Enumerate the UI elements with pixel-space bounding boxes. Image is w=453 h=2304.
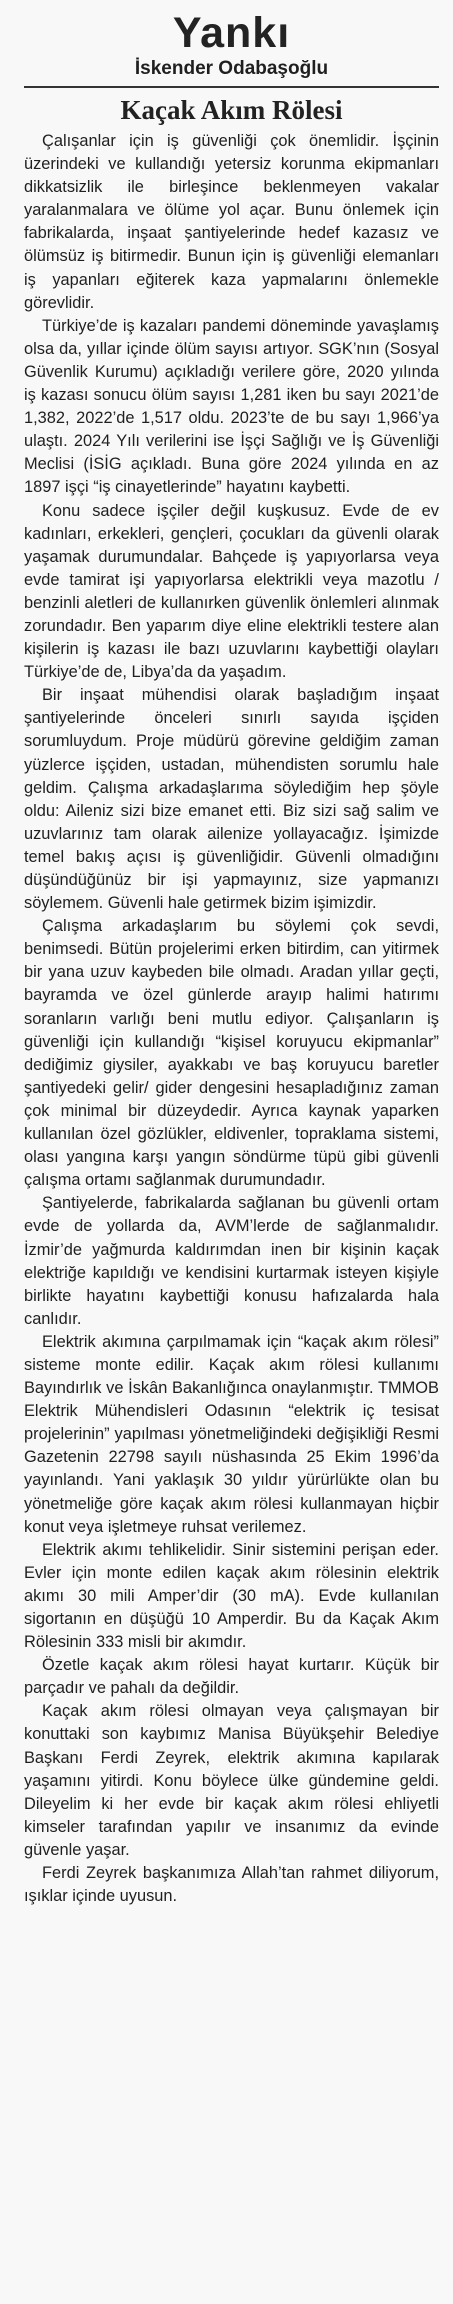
article-paragraph: Özetle kaçak akım rölesi hayat kurtarır. Küçük bir parçadır ve pahalı da değildir.	[24, 1656, 439, 1698]
article-paragraph: Konu sadece işçiler değil kuşkusuz. Evde de ev kadınları, erkekleri, gençleri, çocukları da güvenli olarak yaşamak durumundalar. Bahçede iş yapıyorlarsa veya evde tamirat işi yapıyorlarsa elektrikli veya mazotlu / benzinli aletleri de kullanırken güvenlik önlemleri alınmak zorundadır. Ben yaparım diye eline elektrikli testere alan kişilerin iş kazası ile bazı uzuvlarını kaybettiği olayları Türkiye’de de, Libya’da da yaşadım.	[24, 501, 439, 682]
article-title: Kaçak Akım Rölesi	[120, 95, 343, 125]
article-paragraph: Bir inşaat mühendisi olarak başladığım inşaat şantiyelerinde önceleri sınırlı sayıda işçiden sorumluydum. Proje müdürü görevine geldiğim zaman yüzlerce işçiden, ustadan, mühendisten sorumlu hale geldim. Çalışma arkadaşlarıma söylediğim hep şöyle oldu: Aileniz sizi bize emanet etti. Biz sizi sağ salim ve uzuvlarınız tam olarak ailenize yollayacağız. İşimizde temel bakış açısı iş güvenliğidir. Güvenli olmadığını düşündüğünüz bir işi yapmayınız, size yapmanızı söylemem. Güvenli hale getirmek bizim işimizdir.	[24, 686, 439, 913]
article-paragraph: Çalışma arkadaşlarım bu söylemi çok sevdi, benimsedi. Bütün projelerimi erken bitirdim, can yitirmek bir yana uzuv kaybeden bile olmadı. Aradan yıllar geçti, bayramda ve özel günlerde arayıp halimi hatırımı soranların varlığı beni mutlu ediyor. Çalışanların iş güvenliği için kullandığı “kişisel koruyucu ekipmanlar” dediğimiz giysiler, ayakkabı ve baş koruyucu baretler şantiyedeki gelir/ gider dengesini hesapladığınız zaman çok minimal bir düzeydedir. Ayrıca kaynak yaparken kullanılan özel gözlükler, eldivenler, topraklama sistemi, olası yangına karşı yangın söndürme tüpü gibi güvenli çalışma ortamı sağlanmak durumundadır.	[24, 917, 439, 1190]
article-paragraph: Türkiye’de iş kazaları pandemi döneminde yavaşlamış olsa da, yıllar içinde ölüm sayısı artıyor. SGK’nın (Sosyal Güvenlik Kurumu) açıkladığı verilere göre, 2020 yılında iş kazası sonucu ölüm sayısı 1,281 iken bu sayı 2021’de 1,382, 2022’de 1,517 oldu. 2023’te de bu sayı 1,966’ya ulaştı. 2024 Yılı verilerini ise İşçi Sağlığı ve İş Güvenliği Meclisi (İSİG açıkladı. Buna göre 2024 yılında en az 1897 işçi “iş cinayetlerinde” hayatını kaybetti.	[24, 316, 439, 497]
article-paragraph: Şantiyelerde, fabrikalarda sağlanan bu güvenli ortam evde de yollarda da, AVM’lerde de sağlanmalıdır. İzmir’de yağmurda kaldırımdan inen bir kişinin kaçak elektriğe kapıldığı ve kendisini kurtarmak isteyen kişiyle birlikte hayatını kaybettiği konusu hafızalarda hala canlıdır.	[24, 1194, 439, 1328]
article-paragraph: Elektrik akımı tehlikelidir. Sinir sistemini perişan eder. Evler için monte edilen kaçak akım rölesinin elektrik akımı 30 mili Amper’dir (30 mA). Evde kullanılan sigortanın en düşüğü 10 Amperdir. Bu da Kaçak Akım Rölesinin 333 misli bir akımdır.	[24, 1540, 439, 1652]
article-paragraph: Kaçak akım rölesi olmayan veya çalışmayan bir konuttaki son kaybımız Manisa Büyükşehir Belediye Başkanı Ferdi Zeyrek, elektrik akımına kapılarak yaşamını yitirdi. Konu böylece ülke gündemine geldi. Dileyelim ki her evde bir kaçak akım rölesi ehliyetli kimseler tarafından yapılır ve insanımız da evinde güvenle yaşar.	[24, 1702, 439, 1859]
article-body	[24, 130, 439, 1908]
column-title: Yankı	[172, 9, 291, 57]
author-name: İskender Odabaşoğlu	[24, 58, 439, 88]
article-paragraph: Ferdi Zeyrek başkanımıza Allah’tan rahmet diliyorum, ışıklar içinde uyusun.	[24, 1864, 439, 1906]
article-paragraph: Çalışanlar için iş güvenliği çok önemlidir. İşçinin üzerindeki ve kullandığı yetersiz korunma ekipmanları dikkatsizlik ile birleşince beklenmeyen vakalar yaralanmalara ve ölüme yol açar. Bunu önlemek için fabrikalarda, inşaat şantiyelerinde hedef kazasız ve ölümsüz iş bitirmedir. Bunun için iş güvenliği elemanları iş yapanları eğiterek kaza yapmalarını önlemekle görevlidir.	[24, 132, 439, 312]
article-paragraph: Elektrik akımına çarpılmamak için “kaçak akım rölesi” sisteme monte edilir. Kaçak akım rölesi kullanımı Bayındırlık ve İskân Bakanlığınca onaylanmıştır. TMMOB Elektrik Mühendisleri Odasının “elektrik iç tesisat projelerinin” yapılması yönetmeliğindeki değişikliği Resmi Gazetenin 22798 sayılı nüshasında 25 Ekim 1996’da yayınlandı. Yani yaklaşık 30 yıldır yürürlükte olan bu yönetmeliğe göre kaçak akım rölesi kullanmayan hiçbir konut veya işletmeye ruhsat verilemez.	[24, 1332, 439, 1536]
